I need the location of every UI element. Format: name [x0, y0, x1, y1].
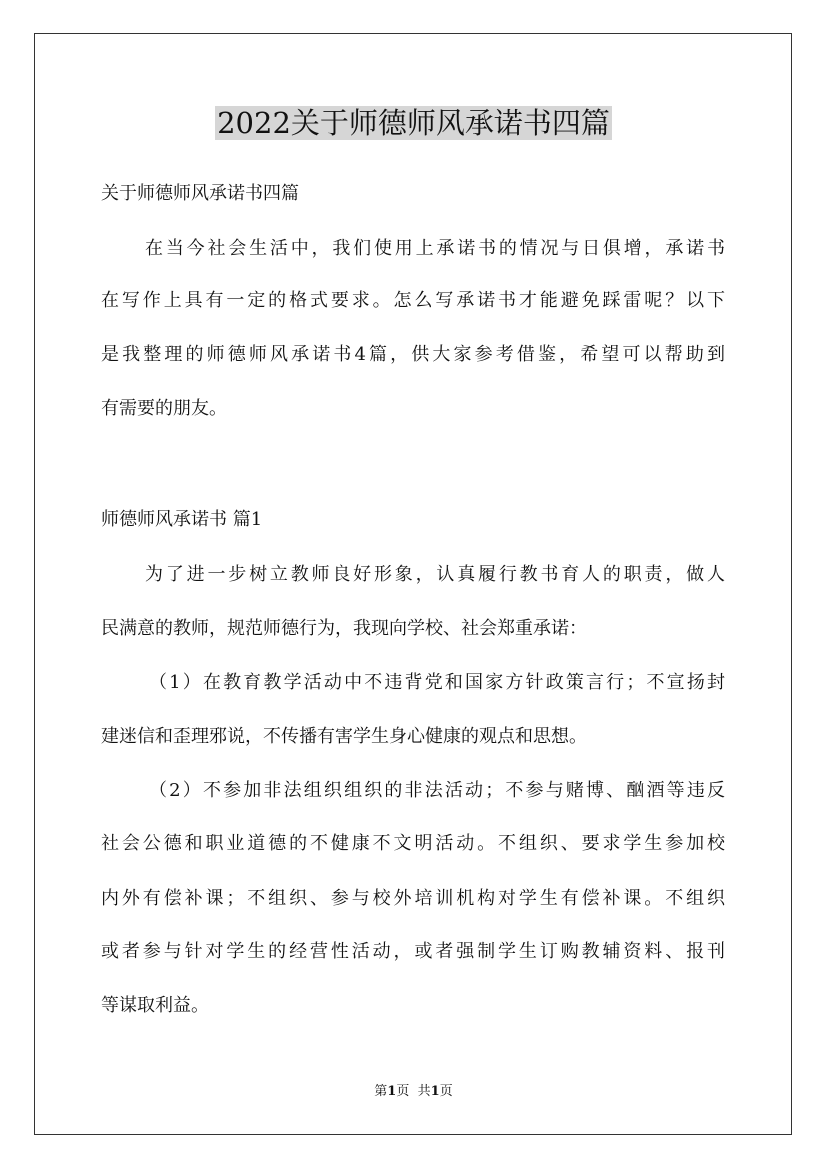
intro-line: 在当今社会生活中，我们使用上承诺书的情况与日俱增，承诺书	[145, 238, 725, 259]
item-line: 或者参与针对学生的经营性活动，或者强制学生订购教辅资料、报刊	[101, 941, 725, 962]
item-line: 建迷信和歪理邪说，不传播有害学生身心健康的观点和思想。	[101, 726, 587, 747]
section-heading: 师德师风承诺书 篇1	[101, 509, 263, 530]
footer-page-number: 1	[387, 1084, 397, 1099]
document-title-text: 2022关于师德师风承诺书四篇	[217, 106, 610, 140]
paragraph-line: 为了进一步树立教师良好形象，认真履行教书育人的职责，做人	[145, 564, 725, 585]
footer-total-number: 1	[430, 1084, 440, 1099]
intro-line: 在写作上具有一定的格式要求。怎么写承诺书才能避免踩雷呢？以下	[101, 290, 725, 311]
footer-page-suffix: 页	[396, 1084, 410, 1099]
item-line: （2）不参加非法组织组织的非法活动；不参与赌博、酗酒等违反	[149, 780, 725, 801]
item-line: 等谋取利益。	[101, 995, 209, 1016]
document-title	[0, 103, 827, 143]
item-line: （1）在教育教学活动中不违背党和国家方针政策言行；不宣扬封	[149, 672, 725, 693]
footer-total-suffix: 页	[439, 1084, 453, 1099]
intro-line: 有需要的朋友。	[101, 398, 227, 419]
item-line: 内外有偿补课；不组织、参与校外培训机构对学生有偿补课。不组织	[101, 888, 725, 909]
subtitle: 关于师德师风承诺书四篇	[101, 183, 299, 204]
intro-line: 是我整理的师德师风承诺书4篇，供大家参考借鉴，希望可以帮助到	[101, 344, 725, 365]
paragraph-line: 民满意的教师，规范师德行为，我现向学校、社会郑重承诺：	[101, 618, 587, 639]
page-footer	[0, 1084, 827, 1100]
footer-total-prefix: 共	[417, 1084, 431, 1099]
footer-page-prefix: 第	[374, 1084, 388, 1099]
item-line: 社会公德和职业道德的不健康不文明活动。不组织、要求学生参加校	[101, 833, 725, 854]
